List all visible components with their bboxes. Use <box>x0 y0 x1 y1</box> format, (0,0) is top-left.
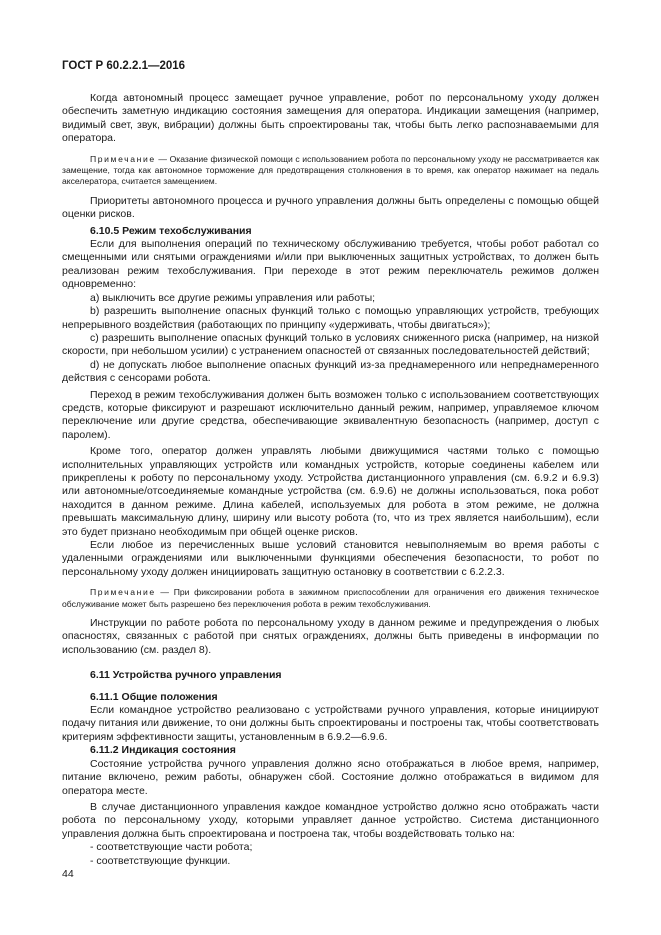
note-label: Примечание <box>90 153 156 164</box>
paragraph: Если любое из перечисленных выше условий становится невыполняемым во время работы с удаленными ограждениями или выключенными функциями обеспечения безопасности, то робот по персональному уходу должен инициировать защитную остановку в соответствии с 6.2.2.3. <box>62 539 599 578</box>
note <box>62 587 599 610</box>
list-item: b) разрешить выполнение опасных функций только с помощью управляющих устройств, требующих непрерывного воздействия (работающих по принципу «удерживать, чтобы двигаться»); <box>62 305 599 331</box>
section-heading: 6.11 Устройства ручного управления <box>90 669 282 682</box>
section-heading: 6.11.2 Индикация состояния <box>90 744 236 757</box>
paragraph: Переход в режим техобслуживания должен быть возможен только с использованием соответствующих средств, которые фиксируют и разрешают исключительно данный режим, например, управляемое ключом переключение или другие средства, обеспечивающие эквивалентную безопасность (например, доступ с паролем). <box>62 388 599 441</box>
page-body <box>62 92 599 868</box>
paragraph: Когда автономный процесс замещает ручное управление, робот по персональному уходу должен обеспечить заметную индикацию состояния замещения для оператора. Индикации замещения (например, видимый свет, звук, вибрации) должны быть спроектированы так, чтобы быть легко распознаваемыми для оператора. <box>62 92 599 145</box>
note-text: — Оказание физической помощи с использованием робота по персональному уходу не рассматривается как замещение, тогда как автономное торможение для предотвращения столкновения в то время, как оператор нажимает на педаль акселератора, считается замещением. <box>62 153 599 187</box>
paragraph: Инструкции по работе робота по персональному уходу в данном режиме и предупреждения о любых опасностях, связанных с работой при снятых ограждениях, должны быть приведены в информации по использованию (см. раздел 8). <box>62 617 599 656</box>
list-item: c) разрешить выполнение опасных функций только в условиях сниженного риска (например, на низкой скорости, при небольшом усилии) с устранением опасностей от связанных последовательностей действий; <box>62 331 599 358</box>
note-label: Примечание <box>90 587 156 598</box>
paragraph: Состояние устройства ручного управления должно ясно отображаться в любое время, например, питание включено, режим работы, обнаружен сбой. Состояние должно отображаться в видимом для оператора месте. <box>62 757 599 797</box>
paragraph: Если для выполнения операций по техническому обслуживанию требуется, чтобы робот работал со смещенными или снятыми ограждениями и/или при выключенных защитных устройствах, то должен быть реализован режим техобслуживания. При переходе в этот режим переключатель режимов должен одновременно: <box>62 238 599 291</box>
paragraph: В случае дистанционного управления каждое командное устройство должно ясно отображать части робота по персональному уходу, которыми управляет данное устройство. Система дистанционного управления должна быть спроектирована и построена так, чтобы воздействовать только на: <box>62 800 599 840</box>
page-number: 44 <box>62 868 74 880</box>
list-item: - соответствующие функции. <box>90 854 231 867</box>
note-text: — При фиксировании робота в зажимном приспособлении для ограничения его движения техническое обслуживание может быть разрешено без переключения робота в режим техобслуживания. <box>62 587 599 609</box>
section-heading: 6.10.5 Режим техобслуживания <box>90 224 252 237</box>
list-item: a) выключить все другие режимы управления или работы; <box>90 291 376 304</box>
paragraph: Приоритеты автономного процесса и ручного управления должны быть определены с помощью общей оценки рисков. <box>62 194 599 221</box>
section-heading: 6.11.1 Общие положения <box>90 690 218 703</box>
list-item: d) не допускать любое выполнение опасных функций из-за преднамеренного или непреднамеренного действия с сенсорами робота. <box>62 358 599 385</box>
running-header: ГОСТ Р 60.2.2.1—2016 <box>62 60 186 72</box>
note <box>62 154 599 188</box>
list-item: - соответствующие части робота; <box>90 841 253 854</box>
paragraph: Если командное устройство реализовано с устройствами ручного управления, которые инициируют подачу питания или движение, то они должны быть спроектированы и построены так, чтобы соответствовать критериям эффективности защиты, установленным в 6.9.2—6.9.6. <box>62 704 599 743</box>
paragraph: Кроме того, оператор должен управлять любыми движущимися частями только с помощью исполнительных управляющих устройств или командных устройств, которые соединены кабелем или прикреплены к роботу по персональному уходу. Устройства дистанционного управления (см. 6.9.2 и 6.9.3) или автономные/отсоединяемые командные устройства (см. 6.9.6) не должны использоваться, пока робот находится в данном режиме. Длина кабелей, используемых для робота в этом режиме, не должна превышать максимальную длину, ширину или высоту робота (то, что из трех является наибольшим), если это будет признано необходимым при общей оценке рисков. <box>62 445 599 538</box>
